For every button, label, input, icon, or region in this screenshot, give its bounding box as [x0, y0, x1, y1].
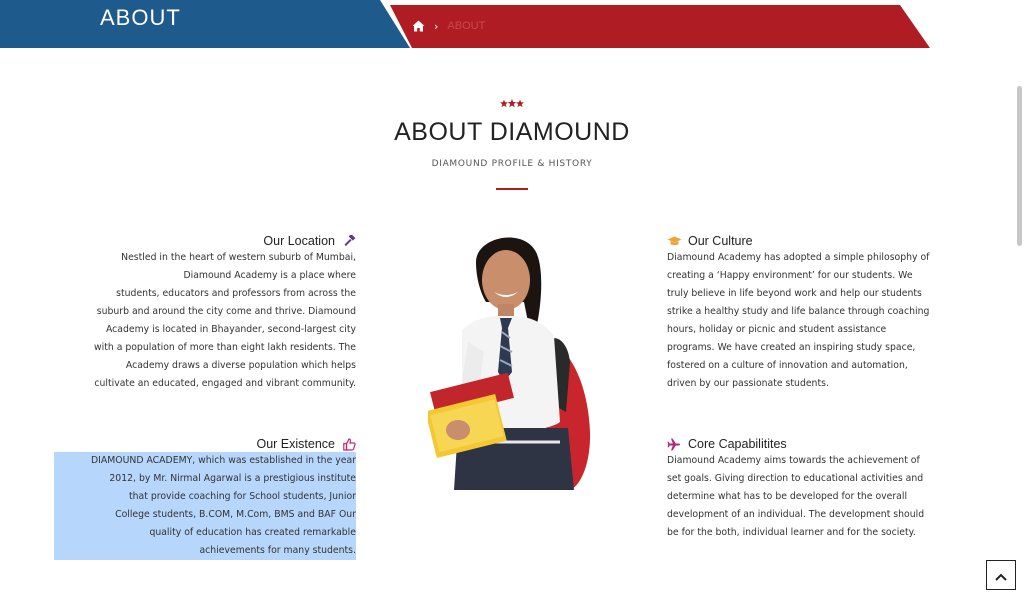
banner-title: ABOUT	[100, 5, 181, 30]
culture-line: fostered on a culture of innovation and automation,	[667, 360, 908, 371]
location-line: Academy draws a diverse population which helps	[125, 360, 356, 371]
page-title: ABOUT DIAMOUND	[394, 118, 630, 146]
capabilities-line: set goals. Giving direction to educational activities and	[667, 473, 924, 484]
existence-heading: Our Existence	[256, 437, 335, 451]
existence-line: quality of education has created remarkable	[149, 527, 356, 538]
location-line: suburb and around the city come and thrive. Diamound	[96, 306, 356, 317]
home-icon[interactable]	[412, 17, 425, 36]
culture-block	[667, 232, 937, 393]
culture-line: programs. We have created an inspiring study space,	[667, 342, 916, 353]
back-to-top-button[interactable]	[986, 560, 1016, 590]
capabilities-line: Diamound Academy aims towards the achievement of	[667, 455, 920, 466]
location-line: students, educators and professors from across the	[116, 288, 356, 299]
student-image	[428, 232, 598, 492]
culture-line: truly believe in life beyond work and help our students	[667, 288, 922, 299]
culture-text	[667, 249, 937, 393]
scrollbar-thumb[interactable]	[1017, 86, 1022, 246]
stars-icon	[500, 94, 524, 104]
existence-block	[66, 435, 356, 560]
capabilities-line: development of an individual. The development should	[667, 509, 925, 520]
existence-line: that provide coaching for School students, Junior	[128, 491, 356, 502]
capabilities-line: determine what has to be developed for the overall	[667, 491, 908, 502]
capabilities-line: be for the both, individual learner and for the society.	[667, 527, 916, 538]
breadcrumb	[412, 18, 485, 34]
culture-line: Diamound Academy has adopted a simple philosophy of	[667, 252, 930, 263]
location-line: with a population of more than eight lakh residents. The	[94, 342, 356, 353]
location-heading: Our Location	[263, 234, 335, 248]
banner-blue-panel	[0, 0, 410, 48]
capabilities-block	[667, 435, 937, 542]
plane-icon	[667, 438, 680, 451]
culture-line: hours, holiday or picnic and student assistance	[667, 324, 887, 335]
culture-line: strike a healthy study and life balance through coaching	[667, 306, 930, 317]
existence-line: DIAMOUND ACADEMY, which was established in the year	[91, 455, 356, 466]
capabilities-text	[667, 452, 937, 542]
existence-line: 2012, by Mr. Nirmal Agarwal is a prestigious institute	[109, 473, 356, 484]
title-divider	[496, 188, 528, 190]
location-line: Nestled in the heart of western suburb of Mumbai,	[121, 252, 356, 263]
graduation-cap-icon	[667, 235, 680, 248]
location-line: Diamound Academy is a place where	[183, 270, 356, 281]
existence-text	[66, 452, 356, 560]
capabilities-heading: Core Capabilitites	[688, 437, 787, 451]
thumbs-up-icon	[343, 438, 356, 451]
existence-line: achievements for many students.	[199, 545, 356, 556]
location-line: Academy is located in Bhayander, second-largest city	[105, 324, 356, 335]
culture-heading: Our Culture	[688, 234, 753, 248]
existence-line: College students, B.COM, M.Com, BMS and BAF Our	[115, 509, 356, 520]
culture-line: driven by our passionate students.	[667, 378, 829, 389]
chevron-up-icon	[995, 566, 1007, 585]
location-block	[66, 232, 356, 393]
page-subtitle: DIAMOUND PROFILE & HISTORY	[431, 159, 593, 169]
location-line: cultivate an educated, engaged and vibrant community.	[94, 378, 356, 389]
location-text	[66, 249, 356, 393]
culture-line: creating a ‘Happy environment’ for our students. We	[667, 270, 913, 281]
breadcrumb-separator: ›	[434, 19, 439, 33]
page-banner	[0, 0, 1024, 48]
breadcrumb-current: ABOUT	[447, 20, 486, 32]
gavel-icon	[343, 235, 356, 248]
